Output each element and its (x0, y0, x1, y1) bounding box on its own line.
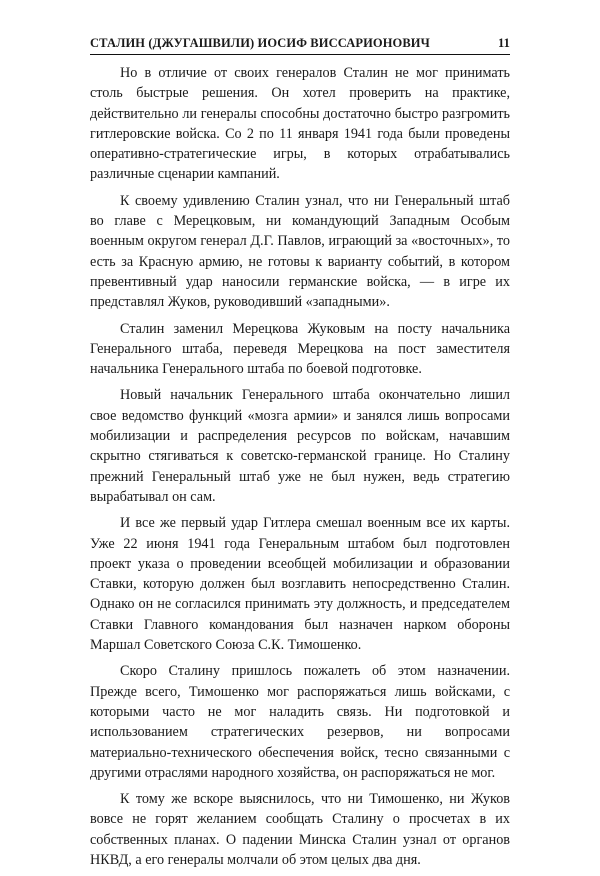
header-title: СТАЛИН (ДЖУГАШВИЛИ) ИОСИФ ВИССАРИОНОВИЧ (90, 36, 430, 50)
paragraph: К тому же вскоре выяснилось, что ни Тимошенко, ни Жуков вовсе не горят желанием сообщать Сталину о просчетах в их собственных планах. О падении Минска Сталин узнал от органов НКВД, а его генералы молчали об этом целых два дня. (90, 791, 510, 868)
paragraph: Новый начальник Генерального штаба окончательно лишил свое ведомство функций «мозга армии» и занялся лишь вопросами мобилизации и распределения ресурсов по войскам, начавшим скрытно стягиваться к советско-германской границе. Но Сталину прежний Генеральный штаб уже не был нужен, ведь стратегию вырабатывал он сам. (90, 387, 510, 505)
paragraph: Сталин заменил Мерецкова Жуковым на посту начальника Генерального штаба, переведя Мерецкова на пост заместителя начальника Генерального штаба по боевой подготовке. (90, 320, 510, 378)
paragraph: К своему удивлению Сталин узнал, что ни Генеральный штаб во главе с Мерецковым, ни командующий Западным Особым военным округом генерал Д.Г. Павлов, играющий за «восточных», то есть за Красную армию, не готовы к варианту событий, в котором превентивный удар наносили германские войска, — в игре их представлял Жуков, руководивший «западными». (90, 192, 510, 311)
running-header (90, 32, 510, 55)
paragraph: Но в отличие от своих генералов Сталин не мог принимать столь быстрые решения. Он хотел проверить на практике, действительно ли генералы способны достаточно быстро разгромить гитлеровские войска. Со 2 по 11 января 1941 года были проведены оперативно-стратегические игры, в которых отрабатывались различные сценарии кампаний. (90, 65, 510, 183)
paragraph: Скоро Сталину пришлось пожалеть об этом назначении. Прежде всего, Тимошенко мог распоряжаться лишь войсками, с которыми часто не мог наладить связь. Ни подготовкой и использованием стратегических резервов, ни вопросами материально-технического обеспечения войск, тесно связанными с другими отраслями народного хозяйства, он распоряжаться не мог. (90, 663, 510, 781)
page-number: 11 (497, 36, 510, 50)
text-body (90, 63, 510, 876)
paragraph: И все же первый удар Гитлера смешал военным все их карты. Уже 22 июня 1941 года Генеральным штабом был подготовлен проект указа о проведении всеобщей мобилизации и образовании Ставки, которую должен был возглавить непосредственно Сталин. Однако он не согласился принимать эту должность, и председателем Ставки Главного командования был назначен нарком обороны Маршал Советского Союза С.К. Тимошенко. (90, 515, 510, 654)
